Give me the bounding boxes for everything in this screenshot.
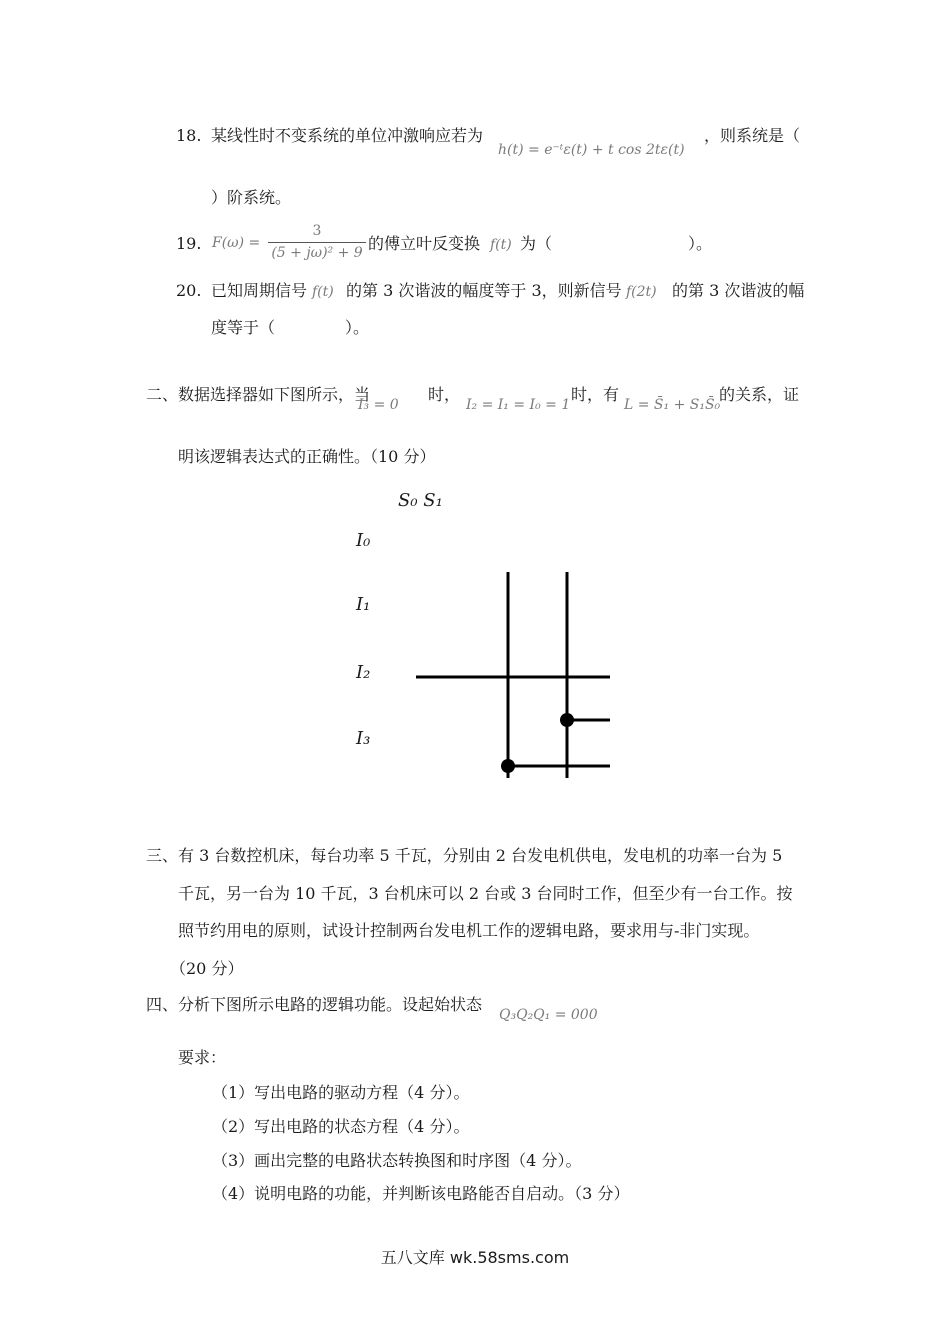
q19-fraction-denominator: (5 + jω)² + 9 (271, 245, 363, 261)
sec4-item-1: （1）写出电路的驱动方程（4 分）。 (212, 1083, 470, 1102)
sec2-text-c: 时，有 (571, 385, 620, 404)
q18-text-a: 某线性时不变系统的单位冲激响应若为 (211, 126, 484, 145)
sec3-line3: 照节约用电的原则，试设计控制两台发电机工作的逻辑电路，要求用与-非门实现。 (178, 921, 760, 940)
q18-formula: h(t) = e⁻ᵗε(t) + t cos 2tε(t) (498, 142, 685, 158)
sec4-text-a: 四、分析下图所示电路的逻辑功能。设起始状态 (146, 995, 483, 1014)
sec2-text-b: 时， (428, 385, 461, 404)
sec3-line1: 三、有 3 台数控机床，每台功率 5 千瓦，分别由 2 台发电机供电，发电机的功率一台为 5 (146, 846, 783, 865)
q18-text-b: ，则系统是（ (704, 126, 801, 145)
sec3-line4: （20 分） (170, 959, 244, 978)
footer-watermark: 五八文库 wk.58sms.com (380, 1248, 570, 1267)
q20-number: 20. (176, 281, 202, 300)
q20-text-a: 已知周期信号 (211, 281, 308, 300)
sec2-formula-b: I₂ = I₁ = I₀ = 1 (466, 397, 571, 413)
sec2-formula-c: L = S̄₁ + S₁S̄₀ (624, 397, 721, 413)
q20-text-b: 的第 3 次谐波的幅度等于 3，则新信号 (346, 281, 622, 300)
q19-formula-f: f(t) (490, 237, 512, 253)
q18-number: 18. (176, 126, 202, 145)
q20-formula-f2t: f(2t) (626, 284, 657, 300)
sec4-item-3: （3）画出完整的电路状态转换图和时序图（4 分）。 (212, 1151, 582, 1170)
select-label: S₀ S₁ (398, 490, 443, 511)
sec2-text-a: 二、数据选择器如下图所示，当 (146, 385, 371, 404)
sec2-formula-a: I₃ = 0 (358, 397, 399, 413)
q19-number: 19. (176, 234, 202, 253)
sec2-text-e: 明该逻辑表达式的正确性。（10 分） (178, 447, 436, 466)
junction-dot-upper (560, 713, 574, 727)
input-label-i2: I₂ (356, 662, 371, 683)
sec4-formula: Q₃Q₂Q₁ = 000 (499, 1007, 598, 1023)
q18-text-c: ）阶系统。 (211, 188, 292, 207)
sec4-item-4: （4）说明电路的功能，并判断该电路能否自启动。（3 分） (212, 1184, 630, 1203)
q19-text-b: 为（ (520, 234, 553, 253)
q20-text-d: 度等于（ (211, 318, 276, 337)
input-label-i1: I₁ (356, 594, 371, 615)
input-label-i3: I₃ (356, 728, 371, 749)
junction-dot-lower (501, 759, 515, 773)
sec2-text-d: 的关系，证 (719, 385, 800, 404)
q19-text-c: ）。 (688, 234, 713, 253)
input-label-i0: I₀ (356, 530, 371, 551)
q19-formula-lhs: F(ω) = (212, 235, 261, 251)
q20-formula-f: f(t) (312, 284, 334, 300)
sec3-line2: 千瓦，另一台为 10 千瓦，3 台机床可以 2 台或 3 台同时工作，但至少有一台工作。按 (178, 884, 793, 903)
q19-text-a: 的傅立叶反变换 (368, 234, 481, 253)
q20-text-c: 的第 3 次谐波的幅 (672, 281, 805, 300)
q19-fraction-numerator: 3 (268, 222, 366, 243)
sec4-requirements-label: 要求： (178, 1048, 227, 1067)
sec4-item-2: （2）写出电路的状态方程（4 分）。 (212, 1117, 470, 1136)
q20-text-e: ）。 (345, 318, 370, 337)
